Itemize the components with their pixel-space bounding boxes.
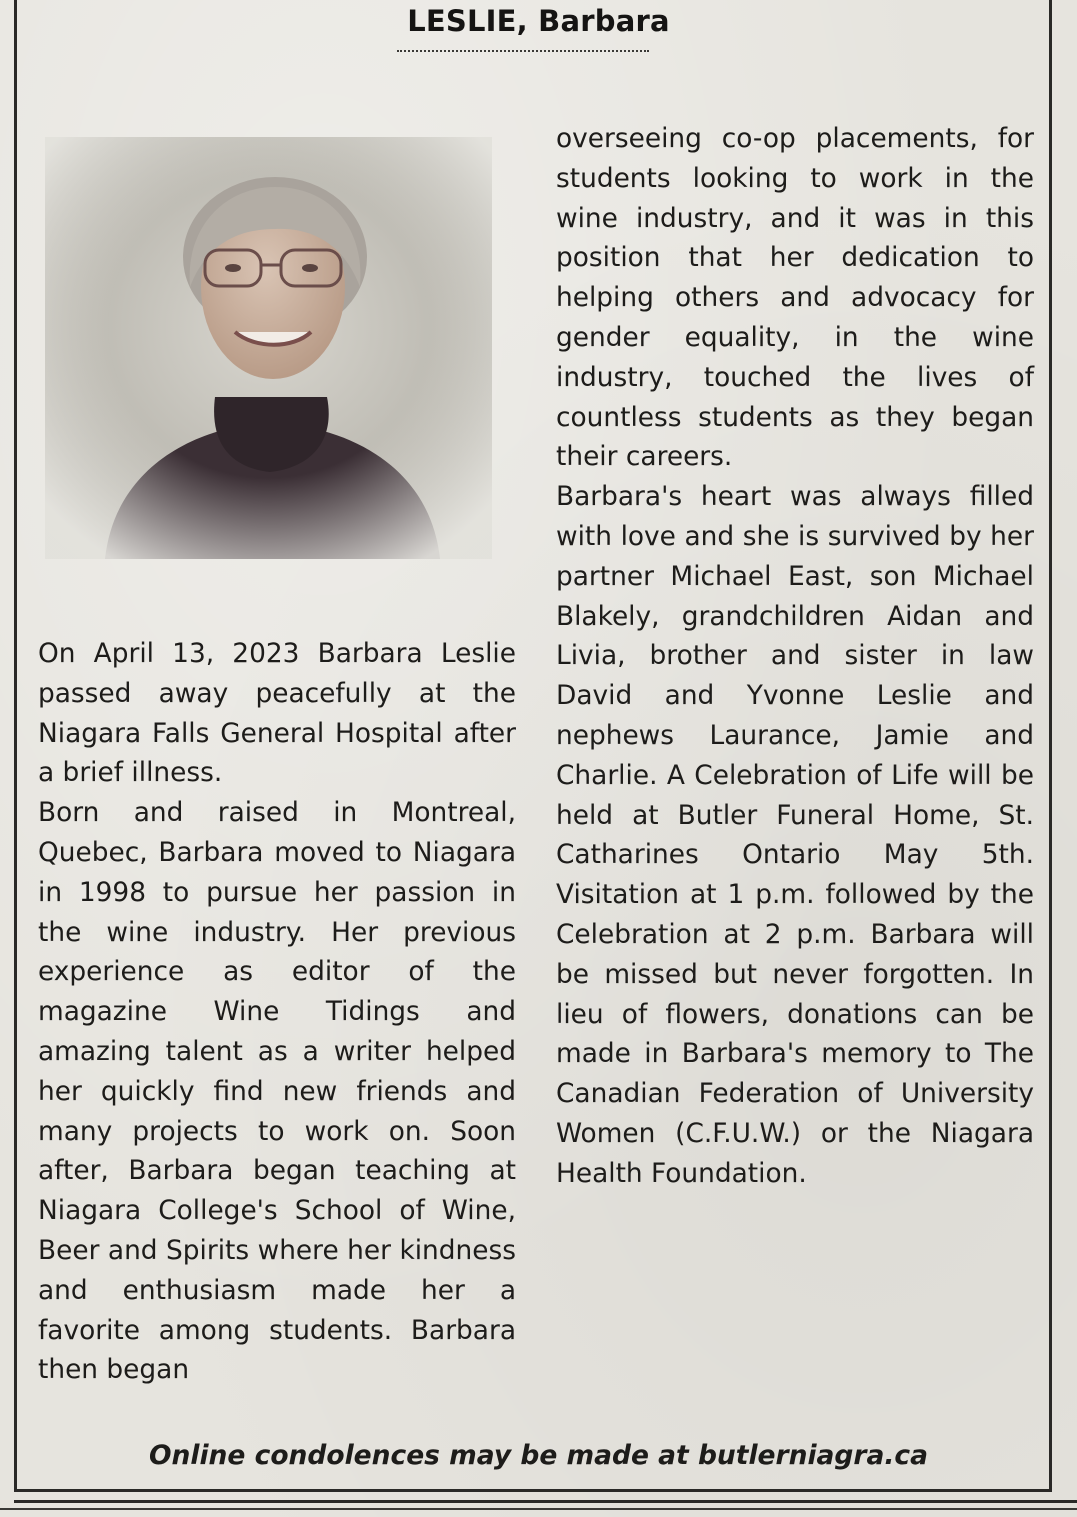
obituary-left-column — [38, 634, 516, 1390]
obituary-paragraph: Born and raised in Montreal, Quebec, Barbara moved to Niagara in 1998 to pursue her passion in the wine industry. Her previous experience as editor of the magazine Wine Tidings and amazing talent as a writer helped her quickly find new friends and many projects to work on. Soon after, Barbara began teaching at Niagara College's School of Wine, Beer and Spirits where her kindness and enthusiasm made her a favorite among students. Barbara then began — [38, 797, 516, 1386]
portrait-photo — [45, 137, 492, 559]
obituary-right-column — [556, 119, 1034, 1194]
obituary-paragraph: overseeing co-op placements, for students looking to work in the wine industry, and it was in this position that her dedication to helping others and advocacy for gender equality, in the wine industry, touched the lives of countless students as they began their careers. — [556, 123, 1034, 473]
condolences-footer: Online condolences may be made at butlerniagra.ca — [148, 1440, 928, 1471]
title-underline — [397, 50, 649, 52]
portrait-illustration — [45, 137, 492, 559]
bottom-rule — [14, 1500, 1077, 1503]
obituary-title: LESLIE, Barbara — [407, 4, 670, 38]
bottom-rule-secondary — [0, 1508, 1077, 1510]
obituary-paragraph: On April 13, 2023 Barbara Leslie passed away peacefully at the Niagara Falls General Hospital after a brief illness. — [38, 638, 516, 789]
obituary-paragraph: Barbara's heart was always filled with love and she is survived by her partner Michael East, son Michael Blakely, grandchildren Aidan and Livia, brother and sister in law David and Yvonne Leslie and nephews Laurance, Jamie and Charlie. A Celebration of Life will be held at Butler Funeral Home, St. Catharines Ontario May 5th. Visitation at 1 p.m. followed by the Celebration at 2 p.m. Barbara will be missed but never forgotten. In lieu of flowers, donations can be made in Barbara's memory to The Canadian Federation of University Women (C.F.U.W.) or the Niagara Health Foundation. — [556, 481, 1034, 1189]
